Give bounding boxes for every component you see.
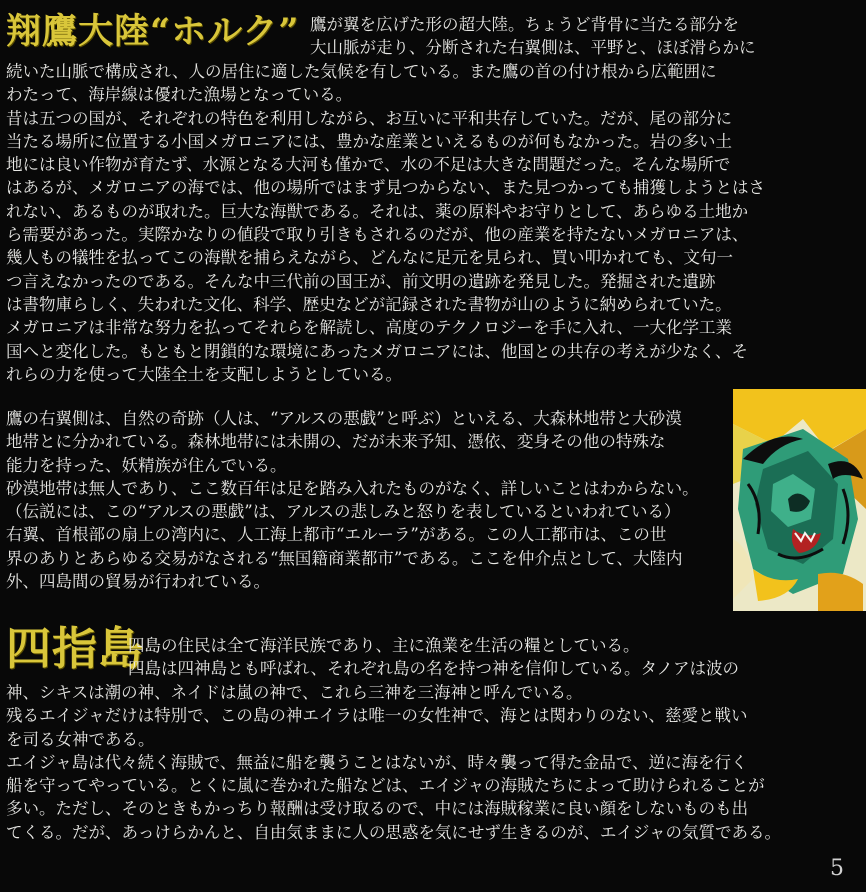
text-line: 四島の住民は全て海洋民族であり、主に漁業を生活の糧としている。	[128, 636, 640, 655]
page-number: 5	[830, 856, 844, 881]
text-line: 四島は四神島とも呼ばれ、それぞれ島の名を持つ神を信仰している。タノアは波の	[128, 659, 739, 679]
text-line: 地には良い作物が育たず、水源となる大河も僅かで、水の不足は大きな問題だった。そんな場所で	[6, 155, 731, 175]
islands-intro-paragraph	[128, 634, 854, 681]
text-line: はあるが、メガロニアの海では、他の場所ではまず見つからない、また見つかっても捕獲しようとはさ	[6, 178, 765, 198]
text-line: 砂漠地帯は無人であり、ここ数百年は足を踏み入れたものがなく、詳しいことはわからない。	[6, 478, 699, 498]
text-line: 外、四島間の貿易が行われている。	[6, 572, 270, 592]
text-line: 大山脈が走り、分断された右翼側は、平野と、ほぼ滑らかに	[310, 38, 756, 58]
text-line: 当たる場所に位置する小国メガロニアには、豊かな産業といえるものが何もなかった。岩の多い土	[6, 131, 732, 151]
section-title-holk: 翔鷹大陸“ホルク”	[6, 11, 300, 52]
text-line: 残るエイジャだけは特別で、この島の神エイラは唯一の女性神で、海とは関わりのない、慈愛と戦い	[6, 706, 748, 726]
text-line: わたって、海岸線は優れた漁場となっている。	[6, 85, 353, 105]
text-line: 昔は五つの国が、それぞれの特色を利用しながら、お互いに平和共存していた。だが、尾の部分に	[6, 108, 732, 128]
text-line: エイジャ島は代々続く海賊で、無益に船を襲うことはないが、時々襲って得た金品で、逆に海を行く	[6, 752, 748, 772]
text-line: メガロニアは非常な努力を払ってそれらを解読し、高度のテクノロジーを手に入れ、一大化学工業	[6, 318, 732, 338]
holk-body-paragraph	[6, 60, 854, 386]
text-line: 幾人もの犠牲を払ってこの海獣を捕らえながら、どんなに足元を見られ、買い叩かれても、文句一	[6, 248, 733, 268]
text-line: 右翼、首根部の扇上の湾内に、人工海上都市“エルーラ”がある。この人工都市は、この世	[6, 525, 667, 545]
text-line: は書物庫らしく、失われた文化、科学、歴史などが記録された書物が山のように納められていた。	[6, 294, 732, 314]
text-line: 界のありとあらゆる交易がなされる“無国籍商業都市”である。ここを仲介点として、大陸内	[6, 548, 683, 568]
text-line: つ言えなかったのである。そんな中三代前の国王が、前文明の遺跡を発見した。発掘された遺跡	[6, 271, 716, 291]
creature-illustration	[733, 389, 866, 611]
text-line: ら需要があった。実際かなりの値段で取り引きもされるのだが、他の産業を持たないメガロニアは、	[6, 225, 749, 245]
section-title-four-finger-islands: 四指島	[6, 622, 145, 675]
text-line: 多い。ただし、そのときもかっちり報酬は受け取るので、中には海賊稼業に良い顔をしないものも出	[6, 799, 749, 819]
holk-intro-paragraph	[310, 13, 850, 60]
text-line: （伝説には、この“アルスの悪戯”は、アルスの悲しみと怒りを表しているといわれている）	[6, 502, 681, 522]
right-wing-paragraph	[6, 407, 726, 593]
islands-body-paragraph	[6, 681, 854, 844]
creature-illustration-art	[733, 389, 866, 611]
text-line: 鷹が翼を広げた形の超大陸。ちょうど背骨に当たる部分を	[310, 15, 739, 34]
text-line: れない、あるものが取れた。巨大な海獣である。それは、薬の原料やお守りとして、あらゆる土地か	[6, 201, 749, 221]
text-line: 神、シキスは潮の神、ネイドは嵐の神で、これら三神を三海神と呼んでいる。	[6, 683, 583, 702]
text-line: 続いた山脈で構成され、人の居住に適した気候を有している。また鷹の首の付け根から広範囲に	[6, 62, 717, 81]
text-line: 能力を持った、妖精族が住んでいる。	[6, 455, 287, 475]
text-line: を司る女神である。	[6, 729, 155, 749]
text-line: てくる。だが、あっけらかんと、自由気ままに人の思惑を気にせず生きるのが、エイジャの気質である。	[6, 822, 782, 842]
text-line: 鷹の右翼側は、自然の奇跡（人は、“アルスの悪戯”と呼ぶ）といえる、大森林地帯と大砂漠	[6, 409, 682, 428]
text-line: 地帯とに分かれている。森林地帯には未開の、だが未来予知、憑依、変身その他の特殊な	[6, 432, 666, 452]
text-line: 国へと変化した。もともと閉鎖的な環境にあったメガロニアには、他国との共存の考えが少なく、そ	[6, 341, 749, 361]
text-line: れらの力を使って大陸全土を支配しようとしている。	[6, 364, 402, 384]
text-line: 船を守ってやっている。とくに嵐に巻かれた船などは、エイジャの海賊たちによって助けられることが	[6, 776, 765, 796]
